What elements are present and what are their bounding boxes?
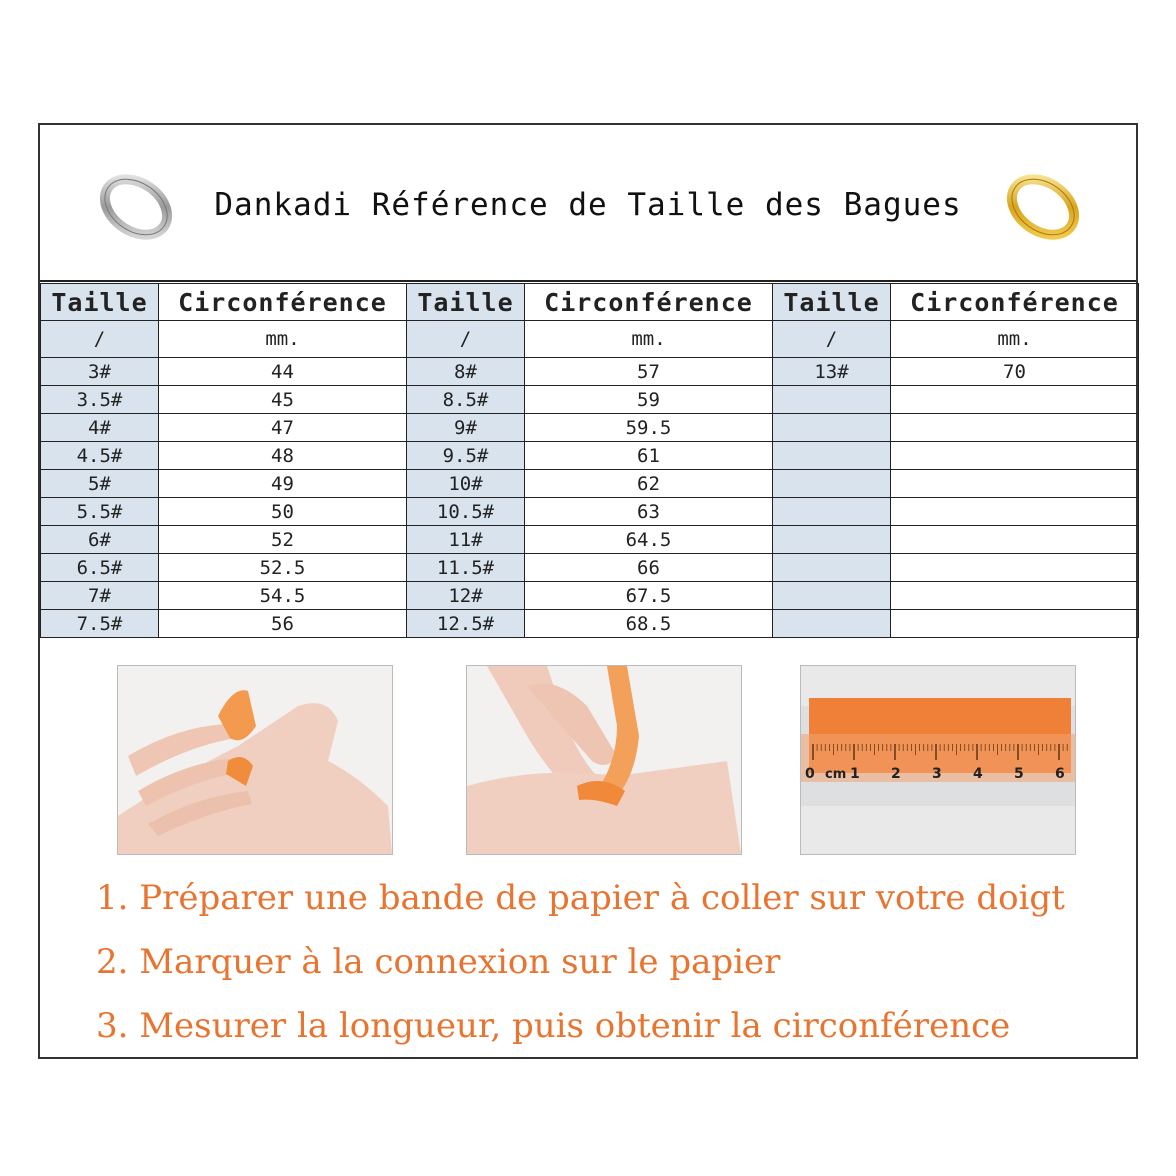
- size-cell: 11.5#: [407, 554, 525, 582]
- circumference-cell: 61: [525, 442, 773, 470]
- ruler-number: 5: [1014, 766, 1024, 782]
- ruler-number: 6: [1055, 766, 1065, 782]
- size-cell: [773, 498, 891, 526]
- circumference-cell: 64.5: [525, 526, 773, 554]
- circumference-cell: 70: [891, 358, 1139, 386]
- size-cell: 7.5#: [41, 610, 159, 638]
- circumference-cell: 44: [159, 358, 407, 386]
- hand-mark-illustration: [467, 666, 741, 854]
- circumference-cell: 50: [159, 498, 407, 526]
- size-cell: [773, 526, 891, 554]
- photo-wrap-strip: [117, 665, 393, 855]
- unit-cell: mm.: [159, 321, 407, 358]
- chart-title: Dankadi Référence de Taille des Bagues: [214, 187, 962, 223]
- circumference-cell: [891, 498, 1139, 526]
- gold-ring-icon: [1002, 167, 1084, 245]
- ruler-number: 4: [973, 766, 983, 782]
- unit-cell: /: [407, 321, 525, 358]
- size-cell: 3.5#: [41, 386, 159, 414]
- circumference-cell: 52.5: [159, 554, 407, 582]
- size-cell: 8.5#: [407, 386, 525, 414]
- photo-mark-strip: [466, 665, 742, 855]
- size-cell: 6.5#: [41, 554, 159, 582]
- size-cell: 9#: [407, 414, 525, 442]
- unit-cell: mm.: [525, 321, 773, 358]
- size-chart-frame: [38, 123, 1138, 1059]
- circumference-cell: 67.5: [525, 582, 773, 610]
- ruler-number: 2: [891, 766, 901, 782]
- units-row: [41, 321, 1139, 358]
- table-row: [41, 554, 1139, 582]
- table-row: [41, 498, 1139, 526]
- size-cell: 6#: [41, 526, 159, 554]
- header-circonference: Circonférence: [891, 284, 1139, 321]
- size-cell: 10.5#: [407, 498, 525, 526]
- instruction-steps: [96, 877, 1065, 1069]
- size-cell: 12.5#: [407, 610, 525, 638]
- circumference-cell: [891, 582, 1139, 610]
- size-cell: 5.5#: [41, 498, 159, 526]
- circumference-cell: 63: [525, 498, 773, 526]
- circumference-cell: 68.5: [525, 610, 773, 638]
- circumference-cell: [891, 526, 1139, 554]
- size-cell: 12#: [407, 582, 525, 610]
- size-cell: 11#: [407, 526, 525, 554]
- unit-cell: /: [773, 321, 891, 358]
- ruler-unit: cm: [825, 767, 847, 782]
- size-cell: [773, 470, 891, 498]
- size-cell: 4.5#: [41, 442, 159, 470]
- circumference-cell: [891, 610, 1139, 638]
- circumference-cell: [891, 414, 1139, 442]
- circumference-cell: 52: [159, 526, 407, 554]
- circumference-cell: 48: [159, 442, 407, 470]
- size-cell: [773, 386, 891, 414]
- header-taille: Taille: [407, 284, 525, 321]
- size-cell: [773, 610, 891, 638]
- size-cell: [773, 442, 891, 470]
- unit-cell: mm.: [891, 321, 1139, 358]
- circumference-cell: 49: [159, 470, 407, 498]
- table-row: [41, 442, 1139, 470]
- circumference-cell: 59: [525, 386, 773, 414]
- size-cell: [773, 554, 891, 582]
- step-1: 1. Préparer une bande de papier à coller sur votre doigt: [96, 878, 1065, 918]
- table-row: [41, 582, 1139, 610]
- ruler-number: 0: [805, 766, 815, 782]
- circumference-cell: 59.5: [525, 414, 773, 442]
- hand-wrap-illustration: [118, 666, 392, 854]
- chart-header: [40, 125, 1136, 282]
- ruler-illustration: [801, 666, 1075, 854]
- size-cell: [773, 582, 891, 610]
- table-row: [41, 526, 1139, 554]
- size-cell: [773, 414, 891, 442]
- unit-cell: /: [41, 321, 159, 358]
- circumference-cell: [891, 470, 1139, 498]
- table-row: [41, 386, 1139, 414]
- size-table: [40, 283, 1139, 638]
- header-circonference: Circonférence: [525, 284, 773, 321]
- ruler-number: 3: [932, 766, 942, 782]
- table-row: [41, 358, 1139, 386]
- size-cell: 13#: [773, 358, 891, 386]
- header-taille: Taille: [773, 284, 891, 321]
- circumference-cell: [891, 442, 1139, 470]
- header-circonference: Circonférence: [159, 284, 407, 321]
- photo-ruler: [800, 665, 1076, 855]
- header-taille: Taille: [41, 284, 159, 321]
- size-cell: 8#: [407, 358, 525, 386]
- circumference-cell: 62: [525, 470, 773, 498]
- table-row: [41, 414, 1139, 442]
- size-cell: 3#: [41, 358, 159, 386]
- table-row: [41, 470, 1139, 498]
- circumference-cell: 57: [525, 358, 773, 386]
- step-2: 2. Marquer à la connexion sur le papier: [96, 942, 781, 982]
- size-cell: 5#: [41, 470, 159, 498]
- size-cell: 10#: [407, 470, 525, 498]
- size-cell: 9.5#: [407, 442, 525, 470]
- circumference-cell: 66: [525, 554, 773, 582]
- circumference-cell: [891, 554, 1139, 582]
- instruction-photos: [40, 665, 1136, 855]
- step-3: 3. Mesurer la longueur, puis obtenir la circonférence: [96, 1006, 1011, 1046]
- table-row: [41, 610, 1139, 638]
- circumference-cell: [891, 386, 1139, 414]
- size-cell: 4#: [41, 414, 159, 442]
- circumference-cell: 54.5: [159, 582, 407, 610]
- ruler-number: 1: [850, 766, 860, 782]
- circumference-cell: 56: [159, 610, 407, 638]
- circumference-cell: 45: [159, 386, 407, 414]
- table-header-row: [41, 284, 1139, 321]
- circumference-cell: 47: [159, 414, 407, 442]
- size-cell: 7#: [41, 582, 159, 610]
